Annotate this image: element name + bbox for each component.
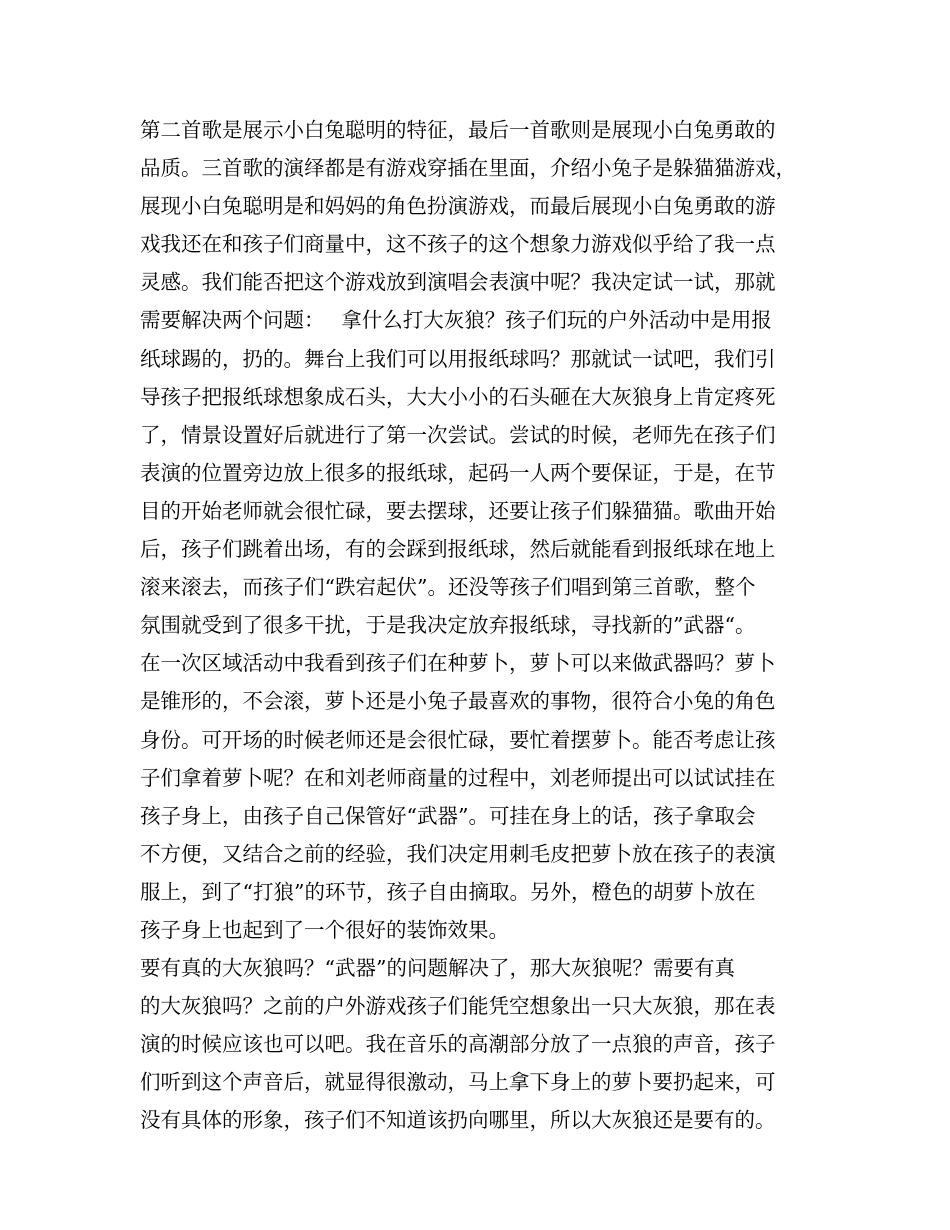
text-line: 不方便，又结合之前的经验，我们决定用刺毛皮把萝卜放在孩子的表演: [140, 841, 776, 866]
text-line: 滚来滚去，而孩子们“跌宕起伏”。还没等孩子们唱到第三首歌，整个: [140, 575, 756, 600]
text-line: 在一次区域活动中我看到孩子们在种萝卜，萝卜可以来做武器吗？萝卜: [140, 651, 776, 676]
text-line: 是锥形的，不会滚，萝卜还是小兔子最喜欢的事物，很符合小兔的角色: [140, 689, 776, 714]
text-line: 灵感。我们能否把这个游戏放到演唱会表演中呢？我决定试一试，那就: [140, 270, 776, 295]
text-line: 需要解决两个问题： 拿什么打大灰狼？孩子们玩的户外活动中是用报: [140, 308, 772, 333]
text-line: 没有具体的形象，孩子们不知道该扔向哪里，所以大灰狼还是要有的。: [140, 1108, 776, 1133]
text-line: 孩子身上也起到了一个很好的装饰效果。: [140, 917, 509, 942]
text-line: 戏我还在和孩子们商量中，这不孩子的这个想象力游戏似乎给了我一点: [140, 232, 776, 257]
text-line: 第二首歌是展示小白兔聪明的特征，最后一首歌则是展现小白兔勇敢的: [140, 118, 776, 142]
text-line: 表演的位置旁边放上很多的报纸球，起码一人两个要保证，于是，在节: [140, 460, 776, 485]
text-line: 展现小白兔聪明是和妈妈的角色扮演游戏，而最后展现小白兔勇敢的游: [140, 194, 776, 219]
text-line: 氛围就受到了很多干扰，于是我决定放弃报纸球，寻找新的”武器“。: [140, 613, 756, 638]
text-line: 后，孩子们跳着出场，有的会踩到报纸球，然后就能看到报纸球在地上: [140, 537, 776, 562]
text-line: 纸球踢的，扔的。舞台上我们可以用报纸球吗？那就试一试吧，我们引: [140, 346, 776, 371]
text-line: 孩子身上，由孩子自己保管好“武器”。可挂在身上的话，孩子拿取会: [140, 803, 756, 828]
text-line: 品质。三首歌的演绎都是有游戏穿插在里面，介绍小兔子是躲猫猫游戏，: [140, 156, 796, 181]
text-line: 导孩子把报纸球想象成石头，大大小小的石头砸在大灰狼身上肯定疼死: [140, 384, 776, 409]
text-line: 们听到这个声音后，就显得很激动，马上拿下身上的萝卜要扔起来，可: [140, 1070, 776, 1095]
text-line: 目的开始老师就会很忙碌，要去摆球，还要让孩子们躲猫猫。歌曲开始: [140, 498, 776, 523]
text-line: 的大灰狼吗？之前的户外游戏孩子们能凭空想象出一只大灰狼，那在表: [140, 994, 776, 1019]
text-line: 演的时候应该也可以吧。我在音乐的高潮部分放了一点狼的声音，孩子: [140, 1032, 776, 1057]
text-line: 身份。可开场的时候老师还是会很忙碌，要忙着摆萝卜。能否考虑让孩: [140, 727, 776, 752]
text-line: 子们拿着萝卜呢？在和刘老师商量的过程中，刘老师提出可以试试挂在: [140, 765, 776, 790]
body-text: [140, 111, 820, 1140]
text-line: 要有真的大灰狼吗？“武器”的问题解决了，那大灰狼呢？需要有真: [140, 956, 735, 981]
text-line: 了，情景设置好后就进行了第一次尝试。尝试的时候，老师先在孩子们: [140, 422, 776, 447]
text-line: 服上，到了“打狼”的环节，孩子自由摘取。另外，橙色的胡萝卜放在: [140, 879, 756, 904]
